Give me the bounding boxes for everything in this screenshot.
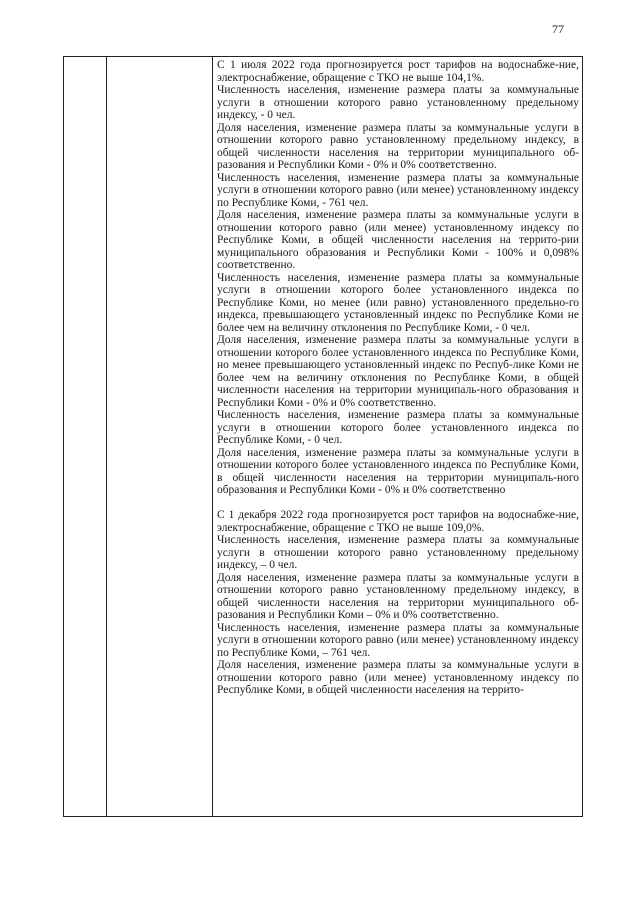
paragraph: Численность населения, изменение размера платы за коммунальные услуги в отношении которого более установленного индекса по Республике Коми, но менее (или равно) установленного предельно-го индекса, превышающего установленный индекс по Республике Коми не более чем на величину отклонения по Республике Коми, - 0 чел.	[217, 271, 579, 334]
content-cell	[215, 57, 579, 697]
paragraph: Численность населения, изменение размера платы за коммунальные услуги в отношении которого более установленного индекса по Республике Коми, - 0 чел.	[217, 409, 579, 446]
paragraph: Численность населения, изменение размера платы за коммунальные услуги в отношении которого равно (или менее) установленному индексу по Республике Коми, - 761 чел.	[217, 171, 579, 209]
paragraph-december-forecast: С 1 декабря 2022 года прогнозируется рост тарифов на водоснабже-ние, электроснабжение, обращение с ТКО не выше 109,0%.	[217, 509, 579, 534]
paragraph: Доля населения, изменение размера платы за коммунальные услуги в отношении которого равно установленному предельному индексу, в общей численности населения на территории муниципального об-разования и Республики Коми – 0% и 0% соответственно.	[217, 571, 579, 621]
paragraph-july-forecast: С 1 июля 2022 года прогнозируется рост тарифов на водоснабже-ние, электроснабжение, обращение с ТКО не выше 104,1%.	[217, 59, 579, 84]
column-divider-1	[106, 57, 107, 816]
paragraph: Доля населения, изменение размера платы за коммунальные услуги в отношении которого равно (или менее) установленному индексу по Республике Коми, в общей численности населения на террито-рии муниципального образования и Республики Коми - 100% и 0,098% соответственно.	[217, 209, 579, 271]
paragraph: Доля населения, изменение размера платы за коммунальные услуги в отношении которого более установленного индекса по Республике Коми, в общей численности населения на территории муниципаль-ного образования и Республики Коми - 0% и 0% соответственно	[217, 446, 579, 496]
paragraph: Численность населения, изменение размера платы за коммунальные услуги в отношении которого равно установленному предельному индексу, – 0 чел.	[217, 534, 579, 571]
paragraph: Доля населения, изменение размера платы за коммунальные услуги в отношении которого равно (или менее) установленному индексу по Республике Коми, в общей численности населения на террито-	[217, 659, 579, 696]
document-table	[63, 56, 583, 817]
page-number: 77	[552, 22, 564, 36]
paragraph: Доля населения, изменение размера платы за коммунальные услуги в отношении которого равно установленному предельному индексу, в общей численности населения на территории муниципального об-разования и Республики Коми - 0% и 0% соответственно.	[217, 121, 579, 171]
paragraph-gap	[217, 497, 579, 510]
paragraph: Численность населения, изменение размера платы за коммунальные услуги в отношении которого равно (или менее) установленному индексу по Республике Коми, – 761 чел.	[217, 621, 579, 659]
paragraph: Численность населения, изменение размера платы за коммунальные услуги в отношении которого равно установленному предельному индексу, - 0 чел.	[217, 84, 579, 121]
column-divider-2	[212, 57, 213, 816]
paragraph: Доля населения, изменение размера платы за коммунальные услуги в отношении которого более установленного индекса по Республике Коми, но менее превышающего установленный индекс по Респуб-лике Коми не более чем на величину отклонения по Республике Коми, в общей численности населения на территории муниципаль-ного образования и Республики Коми - 0% и 0% соответственно.	[217, 334, 579, 409]
